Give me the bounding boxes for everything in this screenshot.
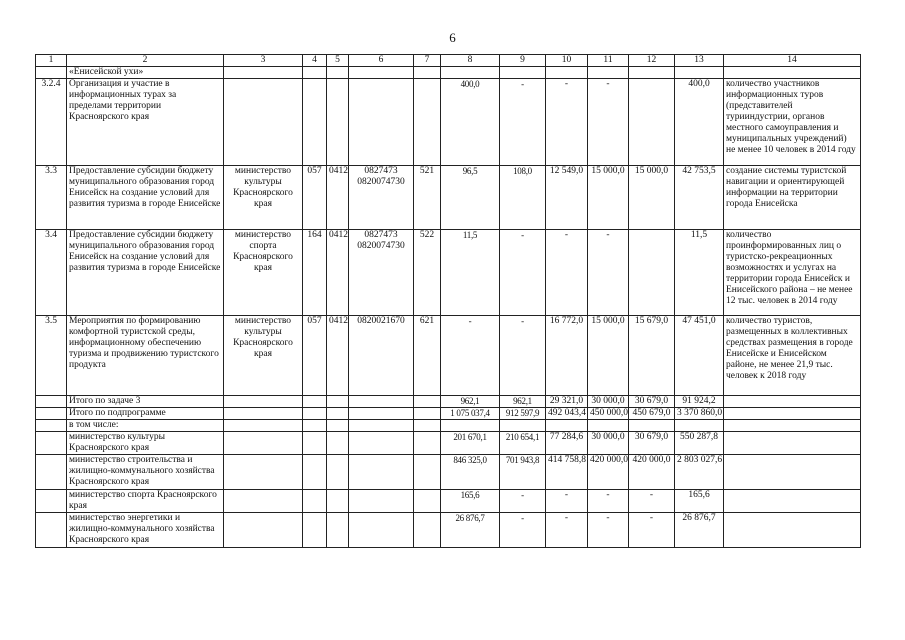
table-row — [36, 490, 861, 513]
col-header: 14 — [724, 55, 861, 67]
table-cell — [224, 490, 303, 513]
table-cell — [414, 455, 441, 490]
table-cell — [629, 67, 675, 79]
table-cell: - — [588, 490, 629, 513]
table-cell: - — [546, 513, 588, 548]
table-cell: 15 000,0 — [588, 316, 629, 396]
table-cell — [414, 513, 441, 548]
table-cell — [303, 490, 327, 513]
table-cell: 450 679,0 — [629, 408, 675, 420]
table-cell: министерство строительства и жилищно-коммунального хозяйства Красноярского края — [67, 455, 224, 490]
table-cell: Итого по подпрограмме — [67, 408, 224, 420]
table-cell: 12 549,0 — [546, 166, 588, 230]
table-cell — [349, 420, 414, 432]
table-cell: Мероприятия по формированию комфортной туристской среды, информационному обеспечению туризма и продвижению туристского продукта — [67, 316, 224, 396]
table-row — [36, 67, 861, 79]
table-cell: - — [500, 513, 546, 548]
table-cell — [414, 396, 441, 408]
table-cell: 164 — [303, 230, 327, 316]
table-cell: 210 654,1 — [500, 432, 546, 455]
table-cell — [303, 408, 327, 420]
table-cell: 621 — [414, 316, 441, 396]
table-row — [36, 396, 861, 408]
table-cell: 912 597,9 — [500, 408, 546, 420]
table-cell — [500, 420, 546, 432]
table-cell — [724, 408, 861, 420]
table-cell: 26 876,7 — [441, 513, 500, 548]
table-cell — [327, 513, 349, 548]
col-header: 10 — [546, 55, 588, 67]
table-cell — [36, 432, 67, 455]
table-cell: 26 876,7 — [675, 513, 724, 548]
table-cell: 400,0 — [675, 79, 724, 166]
table-cell: министерство культуры Красноярского края — [67, 432, 224, 455]
table-cell — [327, 408, 349, 420]
table-cell: 521 — [414, 166, 441, 230]
col-header: 7 — [414, 55, 441, 67]
table-cell — [36, 513, 67, 548]
table-cell: - — [500, 490, 546, 513]
table-cell: 165,6 — [441, 490, 500, 513]
table-row — [36, 230, 861, 316]
table-cell: 1 075 037,4 — [441, 408, 500, 420]
table-cell: - — [629, 513, 675, 548]
table-row — [36, 420, 861, 432]
table-cell: 11,5 — [675, 230, 724, 316]
table-row — [36, 513, 861, 548]
table-cell: 522 — [414, 230, 441, 316]
table-cell: министерство спорта Красноярского края — [224, 230, 303, 316]
table-cell: 400,0 — [441, 79, 500, 166]
col-header: 13 — [675, 55, 724, 67]
col-header: 12 — [629, 55, 675, 67]
header-row — [36, 55, 861, 67]
table-cell — [36, 420, 67, 432]
table-cell — [36, 67, 67, 79]
table-cell — [349, 408, 414, 420]
table-cell: 962,1 — [500, 396, 546, 408]
table-cell — [349, 490, 414, 513]
table-cell — [327, 79, 349, 166]
table-cell: 2 803 027,6 — [675, 455, 724, 490]
table-cell: - — [500, 230, 546, 316]
table-cell: 30 679,0 — [629, 396, 675, 408]
table-cell — [327, 455, 349, 490]
table-cell — [414, 432, 441, 455]
page-number: 6 — [449, 30, 456, 45]
table-cell — [36, 455, 67, 490]
table-cell — [414, 79, 441, 166]
table-cell: министерство энергетики и жилищно-коммунального хозяйства Красноярского края — [67, 513, 224, 548]
table-cell: 91 924,2 — [675, 396, 724, 408]
table-cell: 0412 — [327, 316, 349, 396]
table-cell — [224, 420, 303, 432]
table-cell — [629, 420, 675, 432]
table-cell: 42 753,5 — [675, 166, 724, 230]
col-header: 4 — [303, 55, 327, 67]
table-cell: 3.3 — [36, 166, 67, 230]
table-cell: 0820021670 — [349, 316, 414, 396]
table-cell: 0827473 0820074730 — [349, 166, 414, 230]
table-cell — [675, 420, 724, 432]
table-cell: 201 670,1 — [441, 432, 500, 455]
col-header: 3 — [224, 55, 303, 67]
col-header: 5 — [327, 55, 349, 67]
table-cell — [349, 396, 414, 408]
table-cell: 701 943,8 — [500, 455, 546, 490]
table-cell: министерство культуры Красноярского края — [224, 316, 303, 396]
table-cell: - — [588, 513, 629, 548]
table-cell: в том числе: — [67, 420, 224, 432]
table-cell — [224, 396, 303, 408]
table-row — [36, 455, 861, 490]
table-cell — [303, 420, 327, 432]
table-cell — [349, 455, 414, 490]
table-cell — [588, 67, 629, 79]
table-cell: создание системы туристской навигации и ориентирующей информации на территории города Енисейска — [724, 166, 861, 230]
budget-table — [35, 54, 861, 548]
table-cell: 15 000,0 — [588, 166, 629, 230]
table-cell — [546, 67, 588, 79]
table-cell: - — [441, 316, 500, 396]
table-cell — [327, 396, 349, 408]
table-cell — [224, 432, 303, 455]
table-cell — [629, 230, 675, 316]
table-cell: 846 325,0 — [441, 455, 500, 490]
table-cell — [303, 513, 327, 548]
table-cell: 30 000,0 — [588, 396, 629, 408]
table-cell — [349, 432, 414, 455]
table-cell: 450 000,0 — [588, 408, 629, 420]
table-cell — [303, 455, 327, 490]
table-cell — [327, 420, 349, 432]
table-cell — [327, 490, 349, 513]
table-cell — [349, 67, 414, 79]
table-cell: 30 000,0 — [588, 432, 629, 455]
table-cell: 47 451,0 — [675, 316, 724, 396]
table-cell — [349, 79, 414, 166]
table-cell — [224, 67, 303, 79]
table-cell: количество проинформированных лиц о туристско-рекреационных возможностях и услугах на территории города Енисейск и Енисейского района – не менее 12 тыс. человек в 2014 году — [724, 230, 861, 316]
table-cell — [724, 432, 861, 455]
table-cell — [724, 67, 861, 79]
table-cell — [500, 67, 546, 79]
table-cell: - — [546, 230, 588, 316]
table-cell — [414, 67, 441, 79]
table-cell — [414, 408, 441, 420]
table-row — [36, 316, 861, 396]
table-cell — [675, 67, 724, 79]
table-cell: 962,1 — [441, 396, 500, 408]
table-cell — [303, 396, 327, 408]
table-cell: 30 679,0 — [629, 432, 675, 455]
table-cell: 550 287,8 — [675, 432, 724, 455]
table-cell — [588, 420, 629, 432]
col-header: 1 — [36, 55, 67, 67]
table-cell: 3 370 860,0 — [675, 408, 724, 420]
table-cell: 165,6 — [675, 490, 724, 513]
table-cell: 29 321,0 — [546, 396, 588, 408]
table-cell — [724, 490, 861, 513]
table-cell: 3.5 — [36, 316, 67, 396]
table-cell — [724, 455, 861, 490]
table-cell: 3.4 — [36, 230, 67, 316]
table-cell — [441, 420, 500, 432]
table-cell: количество участников информационных туров (представителей турииндустрии, органов местного самоуправления и муниципальных учреждений) не менее 10 человек в 2014 году — [724, 79, 861, 166]
table-cell: 96,5 — [441, 166, 500, 230]
col-header: 2 — [67, 55, 224, 67]
table-cell: 057 — [303, 166, 327, 230]
table-cell: 16 772,0 — [546, 316, 588, 396]
table-cell: 3.2.4 — [36, 79, 67, 166]
col-header: 6 — [349, 55, 414, 67]
table-cell: 108,0 — [500, 166, 546, 230]
table-cell — [327, 67, 349, 79]
table-cell — [36, 396, 67, 408]
table-cell: 492 043,4 — [546, 408, 588, 420]
table-cell — [36, 408, 67, 420]
table-cell — [349, 513, 414, 548]
table-cell — [441, 67, 500, 79]
table-cell: министерство культуры Красноярского края — [224, 166, 303, 230]
table-cell: - — [500, 79, 546, 166]
table-cell: Организация и участие в информационных турах за пределами территории Красноярского края — [67, 79, 224, 166]
table-cell: 0412 — [327, 166, 349, 230]
table-cell: «Енисейской ухи» — [67, 67, 224, 79]
col-header: 11 — [588, 55, 629, 67]
table-cell: министерство спорта Красноярского края — [67, 490, 224, 513]
table-cell: - — [500, 316, 546, 396]
table-cell: количество туристов, размещенных в коллективных средствах размещения в городе Енисейске и Енисейском районе, не менее 21,9 тыс. человек к 2018 году — [724, 316, 861, 396]
table-cell: - — [629, 490, 675, 513]
table-cell: - — [546, 79, 588, 166]
table-cell — [724, 396, 861, 408]
table-cell — [414, 420, 441, 432]
table-cell: 414 758,8 — [546, 455, 588, 490]
table-cell — [303, 79, 327, 166]
table-cell — [724, 420, 861, 432]
table-cell — [414, 490, 441, 513]
table-row — [36, 408, 861, 420]
table-cell — [36, 490, 67, 513]
table-cell — [303, 67, 327, 79]
table-cell: 15 000,0 — [629, 166, 675, 230]
table-cell — [303, 432, 327, 455]
table-cell: - — [588, 79, 629, 166]
table-cell: 11,5 — [441, 230, 500, 316]
table-cell: 77 284,6 — [546, 432, 588, 455]
table-cell — [224, 513, 303, 548]
table-row — [36, 166, 861, 230]
table-cell: Итого по задаче 3 — [67, 396, 224, 408]
table-cell: 057 — [303, 316, 327, 396]
table-cell: - — [588, 230, 629, 316]
col-header: 9 — [500, 55, 546, 67]
table-cell: Предоставление субсидии бюджету муниципального образования город Енисейск на создание условий для развития туризма в городе Енисейске — [67, 166, 224, 230]
table-cell — [224, 455, 303, 490]
table-cell: 420 000,0 — [588, 455, 629, 490]
table-row — [36, 432, 861, 455]
table-cell: Предоставление субсидии бюджету муниципального образования город Енисейск на создание условий для развития туризма в городе Енисейске — [67, 230, 224, 316]
col-header: 8 — [441, 55, 500, 67]
table-cell — [546, 420, 588, 432]
table-cell — [327, 432, 349, 455]
table-cell: - — [546, 490, 588, 513]
table-cell: 0827473 0820074730 — [349, 230, 414, 316]
table-cell — [224, 408, 303, 420]
table-cell: 15 679,0 — [629, 316, 675, 396]
table-cell: 0412 — [327, 230, 349, 316]
table-row — [36, 79, 861, 166]
table-cell: 420 000,0 — [629, 455, 675, 490]
table-cell — [724, 513, 861, 548]
table-cell — [224, 79, 303, 166]
table-cell — [629, 79, 675, 166]
